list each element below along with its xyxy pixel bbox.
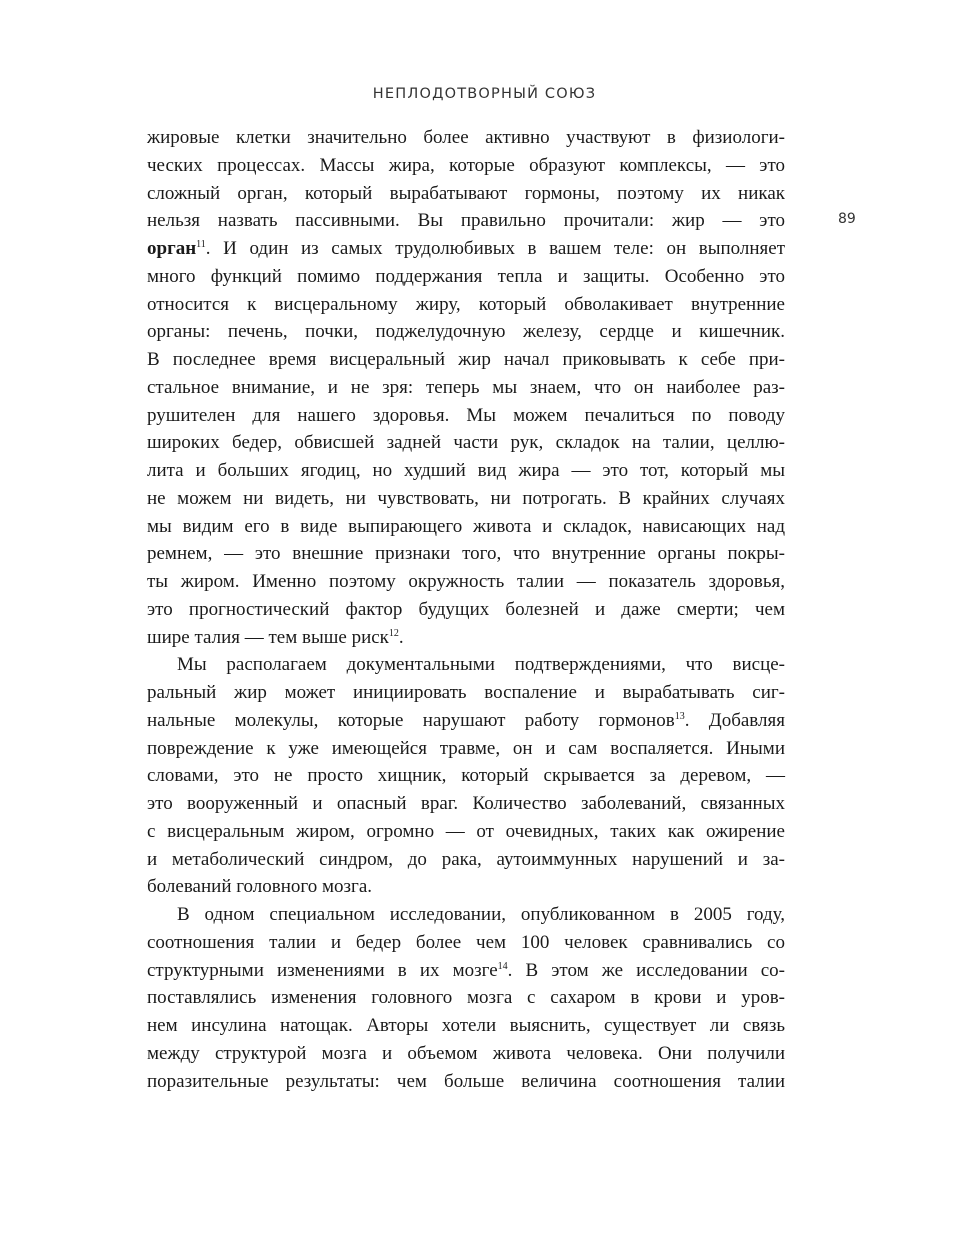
text-line (147, 1040, 785, 1068)
text-run: не можем ни видеть, ни чувствовать, ни потрогать. В крайних случаях (147, 487, 785, 509)
text-run: широких бедер, обвисшей задней части рук, складок на талии, целлю- (147, 432, 785, 454)
text-run: ральный жир может инициировать воспаление и вырабатывать сиг- (147, 682, 785, 703)
text-line (147, 762, 785, 790)
text-run: словами, это не просто хищник, который скрывается за деревом, — (147, 765, 785, 787)
text-run: соотношения талии и бедер более чем 100 человек сравнивались со (147, 931, 785, 953)
text-line (147, 818, 785, 846)
text-line (147, 318, 785, 346)
bold-term: орган (147, 238, 197, 259)
paragraph (147, 651, 785, 901)
text-line (147, 901, 785, 929)
text-line (147, 540, 785, 568)
text-run: много функций помимо поддержания тепла и защиты. Особенно это (147, 265, 785, 287)
text-run: с висцеральным жиром, огромно — от очевидных, таких как ожирение (147, 820, 785, 842)
text-line (147, 596, 785, 624)
text-line (147, 513, 785, 541)
text-run: В последнее время висцеральный жир начал приковывать к себе при- (147, 349, 785, 370)
text-line (147, 402, 785, 430)
text-run: это прогностический фактор будущих болезней и даже смерти; чем (147, 598, 785, 620)
text-run: лита и больших ягодиц, но худший вид жира — это тот, который мы (147, 460, 785, 481)
text-run: В одном специальном исследовании, опубликованном в 2005 году, (177, 904, 785, 925)
text-run: жировые клетки значительно более активно участвуют в физиологи- (147, 127, 785, 148)
text-run: ремнем, — это внешние признаки того, что внутренние органы покры- (147, 543, 785, 565)
text-run: мы видим его в виде выпирающего живота и складок, нависающих над (147, 515, 785, 537)
text-run: . И один из самых трудолюбивых в вашем теле: он выполняет (205, 238, 785, 259)
text-run: нальные молекулы, которые нарушают работу гормонов (147, 709, 675, 731)
text-run: рушителен для нашего здоровья. Мы можем печалиться по поводу (147, 404, 785, 426)
text-line (147, 679, 785, 707)
text-run: ты жиром. Именно поэтому окружность талии — показатель здоровья, (147, 571, 785, 592)
text-run: органы: печень, почки, поджелудочную железу, сердце и кишечник. (147, 321, 785, 343)
text-run: это вооруженный и опасный враг. Количество заболеваний, связанных (147, 793, 785, 814)
text-run: сложный орган, который вырабатывают гормоны, поэтому их никак (147, 182, 785, 204)
text-run: . В этом же исследовании со- (507, 959, 786, 981)
text-line (147, 485, 785, 513)
text-line (147, 790, 785, 818)
text-line (147, 374, 785, 402)
text-line (147, 568, 785, 596)
text-run: нем инсулина натощак. Авторы хотели выяснить, существует ли связь (147, 1015, 785, 1036)
text-run: шире талия — тем выше риск (147, 626, 389, 648)
text-line (147, 457, 785, 485)
footnote-ref: 12 (388, 627, 399, 639)
paragraph (147, 901, 785, 1095)
body-text (147, 124, 785, 1095)
text-line (147, 846, 785, 874)
text-line (147, 984, 785, 1012)
text-line (147, 957, 785, 985)
text-line (147, 291, 785, 319)
text-line (147, 346, 785, 374)
text-run: . Добавляя (684, 709, 785, 731)
text-run: между структурой мозга и объемом живота человека. Они получили (147, 1042, 785, 1064)
text-line (147, 873, 785, 901)
paragraph (147, 124, 785, 651)
text-line (147, 180, 785, 208)
text-run: . (398, 626, 404, 648)
text-line (147, 735, 785, 763)
text-line (147, 1012, 785, 1040)
text-run: структурными изменениями в их мозге (147, 959, 498, 981)
text-line (147, 429, 785, 457)
text-line (147, 929, 785, 957)
text-line (147, 263, 785, 291)
text-run: болеваний головного мозга. (147, 876, 373, 898)
text-run: Мы располагаем документальными подтверждениями, что висце- (177, 654, 785, 676)
text-line (147, 707, 785, 735)
text-run: относится к висцеральному жиру, который обволакивает внутренние (147, 293, 785, 315)
footnote-ref: 11 (196, 239, 206, 250)
running-head: НЕПЛОДОТВОРНЫЙ СОЮЗ (372, 86, 597, 102)
page-number: 89 (838, 211, 856, 227)
text-run: повреждение к уже имеющейся травме, он и сам воспаляется. Иными (147, 737, 785, 759)
text-run: стальное внимание, и не зря: теперь мы знаем, что он наиболее раз- (147, 376, 785, 398)
text-line (147, 624, 785, 652)
text-line (147, 651, 785, 679)
footnote-ref: 13 (674, 710, 685, 722)
text-line (147, 235, 785, 263)
text-line (147, 124, 785, 152)
footnote-ref: 14 (497, 960, 508, 972)
text-line (147, 207, 785, 235)
text-run: и метаболический синдром, до рака, аутоиммунных нарушений и за- (147, 848, 785, 870)
text-run: поставлялись изменения головного мозга с сахаром в крови и уров- (147, 987, 785, 1009)
text-run: нельзя назвать пассивными. Вы правильно прочитали: жир — это (147, 210, 785, 232)
text-line (147, 1068, 785, 1096)
text-run: ческих процессах. Массы жира, которые образуют комплексы, — это (147, 154, 785, 176)
text-run: поразительные результаты: чем больше величина соотношения талии (147, 1070, 785, 1092)
text-line (147, 152, 785, 180)
